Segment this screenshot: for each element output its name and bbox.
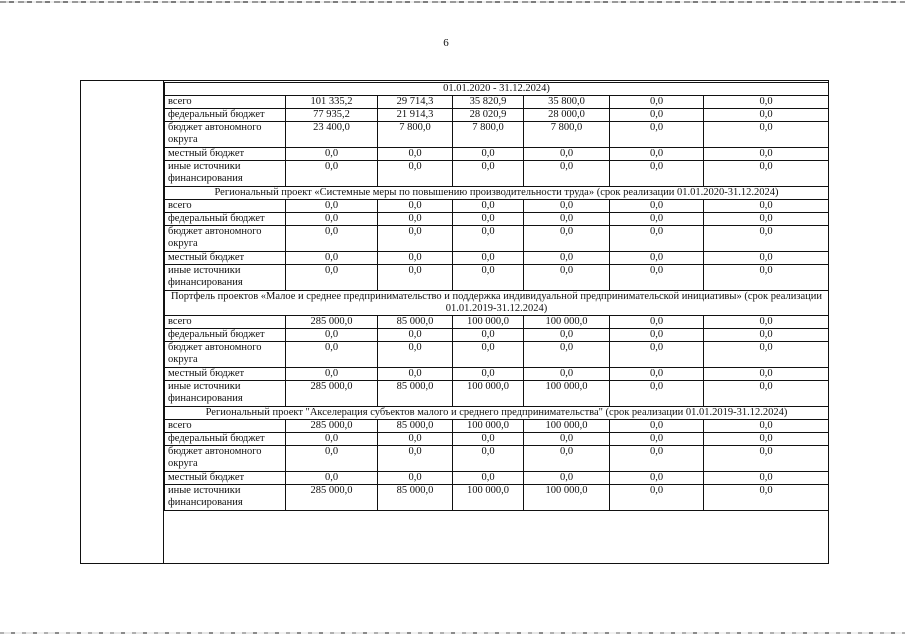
value-cell: 0,0 — [610, 472, 704, 485]
value-cell: 100 000,0 — [524, 420, 610, 433]
row-label: местный бюджет — [165, 252, 286, 265]
value-cell: 85 000,0 — [378, 420, 453, 433]
value-cell: 0,0 — [378, 329, 453, 342]
section-header-row — [165, 187, 829, 200]
row-label: бюджет автономного округа — [165, 122, 286, 148]
value-cell: 0,0 — [453, 472, 524, 485]
value-cell: 285 000,0 — [286, 420, 378, 433]
value-cell: 7 800,0 — [524, 122, 610, 148]
value-cell: 285 000,0 — [286, 316, 378, 329]
value-cell: 0,0 — [610, 161, 704, 187]
value-cell: 35 800,0 — [524, 96, 610, 109]
row-label: местный бюджет — [165, 368, 286, 381]
value-cell: 0,0 — [286, 265, 378, 291]
value-cell: 0,0 — [704, 252, 829, 265]
row-label: федеральный бюджет — [165, 433, 286, 446]
value-cell: 0,0 — [704, 122, 829, 148]
value-cell: 0,0 — [286, 252, 378, 265]
row-label: бюджет автономного округа — [165, 226, 286, 252]
value-cell: 29 714,3 — [378, 96, 453, 109]
value-cell: 0,0 — [378, 226, 453, 252]
value-cell: 100 000,0 — [524, 485, 610, 511]
table-row — [165, 420, 829, 433]
row-label: иные источники финансирования — [165, 265, 286, 291]
row-label: местный бюджет — [165, 472, 286, 485]
table-row — [165, 109, 829, 122]
value-cell: 0,0 — [378, 148, 453, 161]
value-cell: 0,0 — [524, 161, 610, 187]
value-cell: 0,0 — [453, 368, 524, 381]
value-cell: 0,0 — [378, 161, 453, 187]
table-row — [165, 368, 829, 381]
row-label: федеральный бюджет — [165, 329, 286, 342]
row-label: всего — [165, 420, 286, 433]
value-cell: 0,0 — [704, 148, 829, 161]
value-cell: 0,0 — [286, 472, 378, 485]
value-cell: 0,0 — [286, 213, 378, 226]
row-label: всего — [165, 96, 286, 109]
value-cell: 0,0 — [453, 342, 524, 368]
merged-left-column — [80, 80, 164, 564]
value-cell: 0,0 — [610, 329, 704, 342]
value-cell: 0,0 — [524, 446, 610, 472]
value-cell: 0,0 — [378, 446, 453, 472]
table-row — [165, 226, 829, 252]
value-cell: 0,0 — [286, 342, 378, 368]
value-cell: 0,0 — [610, 213, 704, 226]
value-cell: 0,0 — [704, 161, 829, 187]
section-header-row — [165, 83, 829, 96]
value-cell: 0,0 — [286, 329, 378, 342]
table-row — [165, 446, 829, 472]
row-label: иные источники финансирования — [165, 161, 286, 187]
value-cell: 85 000,0 — [378, 316, 453, 329]
value-cell: 0,0 — [286, 148, 378, 161]
value-cell: 0,0 — [704, 226, 829, 252]
value-cell: 0,0 — [524, 472, 610, 485]
value-cell: 0,0 — [524, 342, 610, 368]
value-cell: 85 000,0 — [378, 485, 453, 511]
value-cell: 28 020,9 — [453, 109, 524, 122]
value-cell: 100 000,0 — [453, 381, 524, 407]
row-label: всего — [165, 316, 286, 329]
value-cell: 0,0 — [286, 226, 378, 252]
value-cell: 0,0 — [704, 472, 829, 485]
section-header-row — [165, 291, 829, 316]
value-cell: 100 000,0 — [453, 485, 524, 511]
value-cell: 0,0 — [610, 433, 704, 446]
value-cell: 0,0 — [610, 342, 704, 368]
value-cell: 100 000,0 — [453, 420, 524, 433]
value-cell: 0,0 — [704, 342, 829, 368]
value-cell: 285 000,0 — [286, 381, 378, 407]
value-cell: 0,0 — [524, 329, 610, 342]
value-cell: 0,0 — [704, 381, 829, 407]
row-label: бюджет автономного округа — [165, 446, 286, 472]
table-row — [165, 96, 829, 109]
row-label: иные источники финансирования — [165, 485, 286, 511]
value-cell: 0,0 — [286, 368, 378, 381]
value-cell: 100 000,0 — [524, 316, 610, 329]
table-row — [165, 200, 829, 213]
value-cell: 0,0 — [524, 226, 610, 252]
value-cell: 0,0 — [524, 265, 610, 291]
value-cell: 0,0 — [610, 96, 704, 109]
table-row — [165, 329, 829, 342]
value-cell: 0,0 — [378, 342, 453, 368]
value-cell: 0,0 — [453, 226, 524, 252]
table-row — [165, 148, 829, 161]
value-cell: 7 800,0 — [378, 122, 453, 148]
table-row — [165, 381, 829, 407]
value-cell: 0,0 — [610, 109, 704, 122]
table-row — [165, 433, 829, 446]
value-cell: 0,0 — [610, 446, 704, 472]
value-cell: 0,0 — [610, 265, 704, 291]
value-cell: 7 800,0 — [453, 122, 524, 148]
table-row — [165, 342, 829, 368]
value-cell: 0,0 — [610, 226, 704, 252]
value-cell: 0,0 — [378, 433, 453, 446]
value-cell: 0,0 — [610, 381, 704, 407]
value-cell: 0,0 — [704, 433, 829, 446]
table-row — [165, 485, 829, 511]
value-cell: 35 820,9 — [453, 96, 524, 109]
value-cell: 0,0 — [704, 368, 829, 381]
value-cell: 0,0 — [453, 161, 524, 187]
row-label: местный бюджет — [165, 148, 286, 161]
value-cell: 0,0 — [610, 122, 704, 148]
value-cell: 0,0 — [453, 252, 524, 265]
row-label: всего — [165, 200, 286, 213]
section-title: Региональный проект "Акселерация субъектов малого и среднего предпринимательства" (срок реализации 01.01.2019-31.12.2024) — [165, 407, 829, 420]
value-cell: 0,0 — [378, 252, 453, 265]
section-title: Региональный проект «Системные меры по повышению производительности труда» (срок реализации 01.01.2020-31.12.2024) — [165, 187, 829, 200]
value-cell: 0,0 — [453, 265, 524, 291]
table-row — [165, 161, 829, 187]
value-cell: 0,0 — [453, 213, 524, 226]
value-cell: 0,0 — [704, 446, 829, 472]
table-row — [165, 472, 829, 485]
section-title: 01.01.2020 - 31.12.2024) — [165, 83, 829, 96]
value-cell: 0,0 — [524, 200, 610, 213]
value-cell: 0,0 — [610, 252, 704, 265]
value-cell: 0,0 — [610, 316, 704, 329]
scan-edge-top — [0, 1, 905, 3]
value-cell: 23 400,0 — [286, 122, 378, 148]
value-cell: 85 000,0 — [378, 381, 453, 407]
section-title: Портфель проектов «Малое и среднее предпринимательство и поддержка индивидуальной предпринимательской инициативы» (срок реализации 01.01.2019-31.12.2024) — [165, 291, 829, 316]
value-cell: 0,0 — [378, 265, 453, 291]
financing-table — [164, 82, 829, 511]
table-row — [165, 252, 829, 265]
value-cell: 0,0 — [524, 252, 610, 265]
value-cell: 0,0 — [378, 368, 453, 381]
value-cell: 0,0 — [453, 329, 524, 342]
value-cell: 0,0 — [524, 213, 610, 226]
value-cell: 0,0 — [524, 433, 610, 446]
value-cell: 0,0 — [704, 200, 829, 213]
row-label: федеральный бюджет — [165, 213, 286, 226]
table-row — [165, 316, 829, 329]
row-label: иные источники финансирования — [165, 381, 286, 407]
row-label: федеральный бюджет — [165, 109, 286, 122]
value-cell: 0,0 — [610, 200, 704, 213]
row-label: бюджет автономного округа — [165, 342, 286, 368]
value-cell: 0,0 — [286, 161, 378, 187]
value-cell: 0,0 — [524, 148, 610, 161]
value-cell: 0,0 — [610, 368, 704, 381]
table-row — [165, 122, 829, 148]
value-cell: 0,0 — [453, 148, 524, 161]
value-cell: 0,0 — [378, 213, 453, 226]
table-row — [165, 265, 829, 291]
value-cell: 0,0 — [286, 433, 378, 446]
value-cell: 21 914,3 — [378, 109, 453, 122]
value-cell: 0,0 — [704, 420, 829, 433]
value-cell: 28 000,0 — [524, 109, 610, 122]
value-cell: 100 000,0 — [524, 381, 610, 407]
section-header-row — [165, 407, 829, 420]
value-cell: 0,0 — [453, 446, 524, 472]
value-cell: 285 000,0 — [286, 485, 378, 511]
value-cell: 0,0 — [453, 433, 524, 446]
value-cell: 0,0 — [704, 265, 829, 291]
value-cell: 0,0 — [286, 446, 378, 472]
value-cell: 0,0 — [704, 316, 829, 329]
value-cell: 0,0 — [704, 485, 829, 511]
value-cell: 101 335,2 — [286, 96, 378, 109]
scan-edge-bottom — [0, 632, 905, 634]
value-cell: 0,0 — [378, 200, 453, 213]
value-cell: 100 000,0 — [453, 316, 524, 329]
value-cell: 0,0 — [610, 420, 704, 433]
value-cell: 0,0 — [704, 96, 829, 109]
value-cell: 0,0 — [704, 109, 829, 122]
page-number: 6 — [443, 37, 449, 49]
table-row — [165, 213, 829, 226]
value-cell: 0,0 — [610, 148, 704, 161]
value-cell: 0,0 — [610, 485, 704, 511]
value-cell: 0,0 — [286, 200, 378, 213]
value-cell: 0,0 — [453, 200, 524, 213]
value-cell: 0,0 — [378, 472, 453, 485]
value-cell: 0,0 — [704, 329, 829, 342]
value-cell: 0,0 — [524, 368, 610, 381]
value-cell: 77 935,2 — [286, 109, 378, 122]
value-cell: 0,0 — [704, 213, 829, 226]
